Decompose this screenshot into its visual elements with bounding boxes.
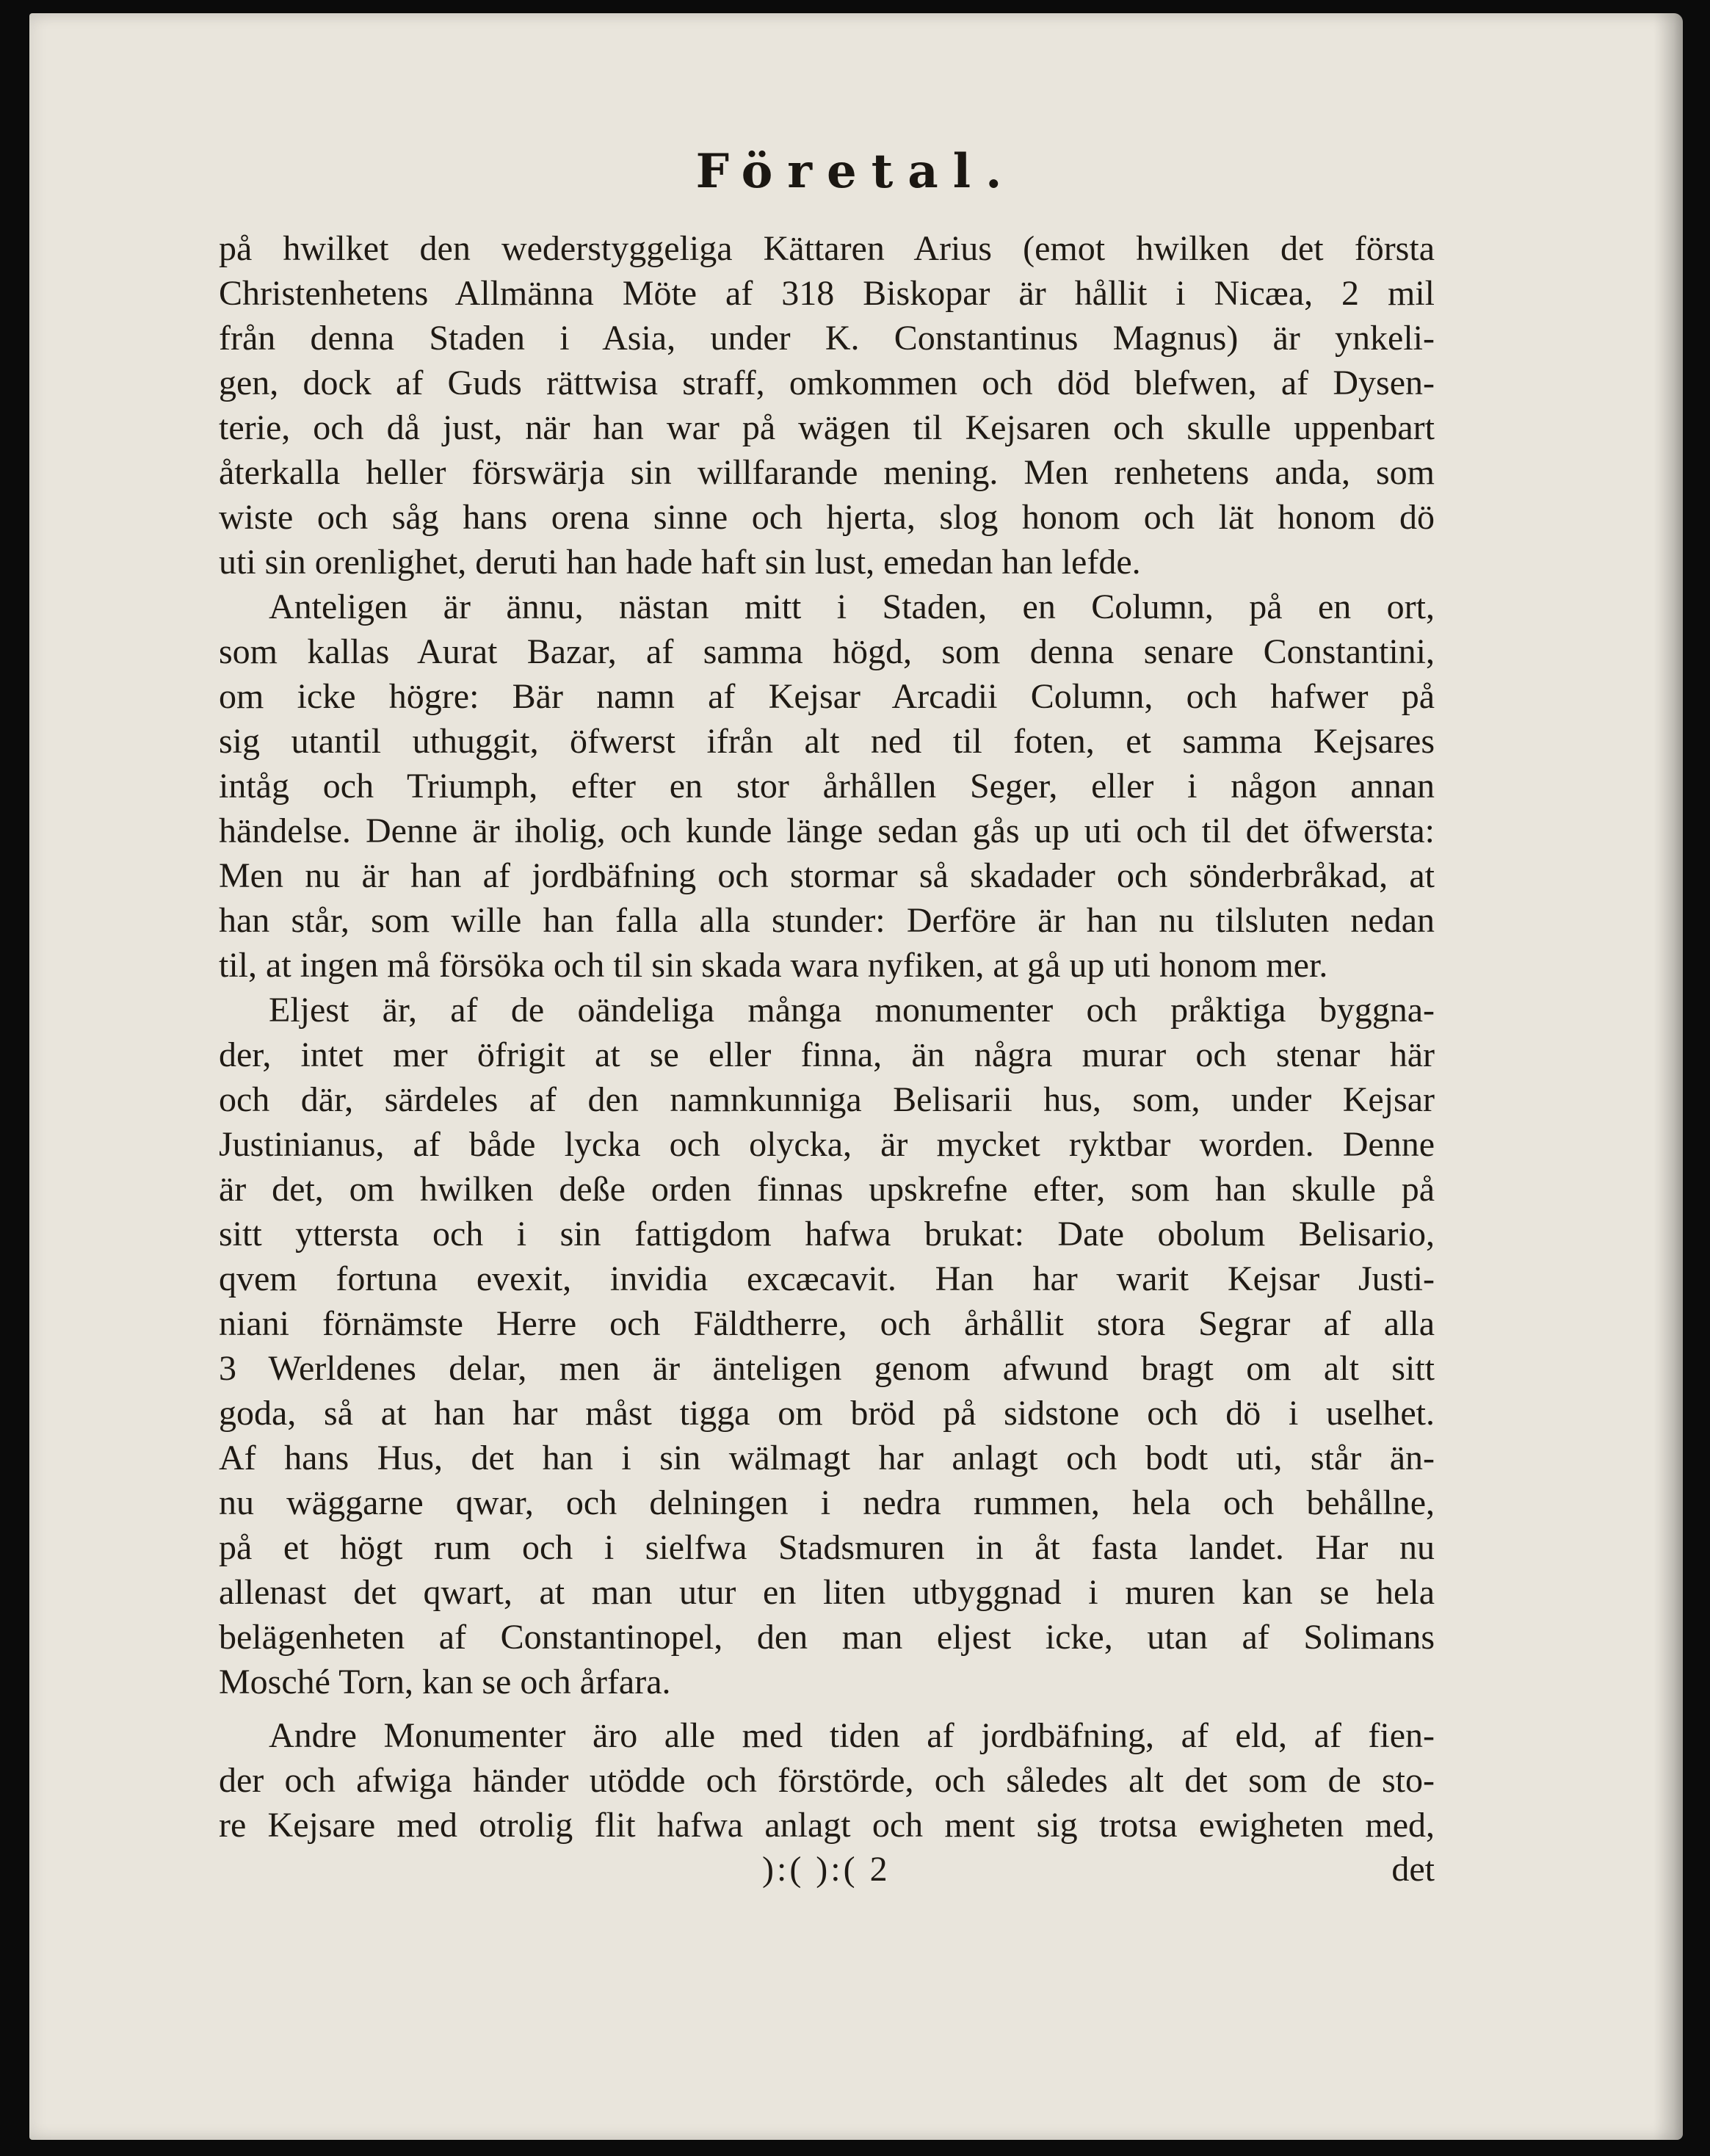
- text-line: der och afwiga händer utödde och förstörde, och således alt det som de sto-: [219, 1761, 1435, 1800]
- text-line: 3 Werldenes delar, men är änteligen genom afwund bragt om alt sitt: [219, 1349, 1435, 1388]
- running-head: Företal.: [695, 144, 1017, 199]
- page-footer: [219, 1849, 1435, 1900]
- text-line: Anteligen är ännu, nästan mitt i Staden, en Column, på en ort,: [269, 587, 1435, 626]
- text-line: uti sin orenlighet, deruti han hade haft sin lust, emedan han lefde.: [219, 543, 1141, 582]
- text-line: re Kejsare med otrolig flit hafwa anlagt och ment sig trotsa ewigheten med,: [219, 1806, 1435, 1845]
- text-line: Christenhetens Allmänna Möte af 318 Biskopar är hållit i Nicæa, 2 mil: [219, 274, 1435, 313]
- signature-mark: ):( ):( 2: [762, 1850, 891, 1889]
- text-line: Af hans Hus, det han i sin wälmagt har anlagt och bodt uti, står än-: [219, 1439, 1435, 1477]
- text-line: til, at ingen må försöka och til sin skada wara nyfiken, at gå up uti honom mer.: [219, 946, 1328, 985]
- text-line: Men nu är han af jordbäfning och stormar så skadader och sönderbråkad, at: [219, 856, 1435, 895]
- text-line: återkalla heller förswärja sin willfarande mening. Men renhetens anda, som: [219, 453, 1435, 492]
- text-line: sitt yttersta och i sin fattigdom hafwa brukat: Date obolum Belisario,: [219, 1215, 1435, 1254]
- text-line: sig utantil uthuggit, öfwerst ifrån alt ned til foten, et samma Kejsares: [219, 722, 1435, 761]
- text-line: gen, dock af Guds rättwisa straff, omkommen och död blefwen, af Dysen-: [219, 363, 1435, 402]
- text-line: från denna Staden i Asia, under K. Constantinus Magnus) är ynkeli-: [219, 319, 1435, 358]
- text-line: som kallas Aurat Bazar, af samma högd, som denna senare Constantini,: [219, 632, 1435, 671]
- text-line: intåg och Triumph, efter en stor århållen Seger, eller i någon annan: [219, 767, 1435, 806]
- text-line: är det, om hwilken deße orden finnas upskrefne efter, som han skulle på: [219, 1170, 1435, 1209]
- text-line: på et högt rum och i sielfwa Stadsmuren in åt fasta landet. Har nu: [219, 1528, 1435, 1567]
- text-line: händelse. Denne är iholig, och kunde länge sedan gås up uti och til det öfwersta:: [219, 811, 1435, 850]
- text-line: och där, särdeles af den namnkunniga Belisarii hus, som, under Kejsar: [219, 1080, 1435, 1119]
- book-page: [29, 13, 1683, 2140]
- text-line: qvem fortuna evexit, invidia excæcavit. Han har warit Kejsar Justi-: [219, 1259, 1435, 1298]
- text-line: han står, som wille han falla alla stunder: Derföre är han nu tilsluten nedan: [219, 901, 1435, 940]
- text-line: niani förnämste Herre och Fäldtherre, och århållit stora Segrar af alla: [219, 1304, 1435, 1343]
- text-line: allenast det qwart, at man utur en liten utbyggnad i muren kan se hela: [219, 1573, 1435, 1612]
- text-line: Andre Monumenter äro alle med tiden af jordbäfning, af eld, af fien-: [269, 1716, 1435, 1755]
- text-line: belägenheten af Constantinopel, den man eljest icke, utan af Solimans: [219, 1618, 1435, 1657]
- text-line: wiste och såg hans orena sinne och hjerta, slog honom och lät honom dö: [219, 498, 1435, 537]
- text-line: der, intet mer öfrigit at se eller finna, än några murar och stenar här: [219, 1035, 1435, 1074]
- text-line: på hwilket den wederstyggeliga Kättaren Arius (emot hwilken det första: [219, 229, 1435, 268]
- text-line: Justinianus, af både lycka och olycka, är mycket ryktbar worden. Denne: [219, 1125, 1435, 1164]
- catchword: det: [1391, 1850, 1435, 1889]
- page-edge-shadow: [1653, 13, 1683, 2140]
- text-line: goda, så at han har måst tigga om bröd på sidstone och dö i uselhet.: [219, 1394, 1435, 1433]
- text-line: Mosché Torn, kan se och årfara.: [219, 1663, 671, 1701]
- body-text: [219, 226, 1435, 1848]
- text-line: terie, och då just, när han war på wägen til Kejsaren och skulle uppenbart: [219, 408, 1435, 447]
- text-line: nu wäggarne qwar, och delningen i nedra rummen, hela och behållne,: [219, 1483, 1435, 1522]
- text-line: om icke högre: Bär namn af Kejsar Arcadii Column, och hafwer på: [219, 677, 1435, 716]
- text-line: Eljest är, af de oändeliga många monumenter och pråktiga byggna-: [269, 991, 1435, 1030]
